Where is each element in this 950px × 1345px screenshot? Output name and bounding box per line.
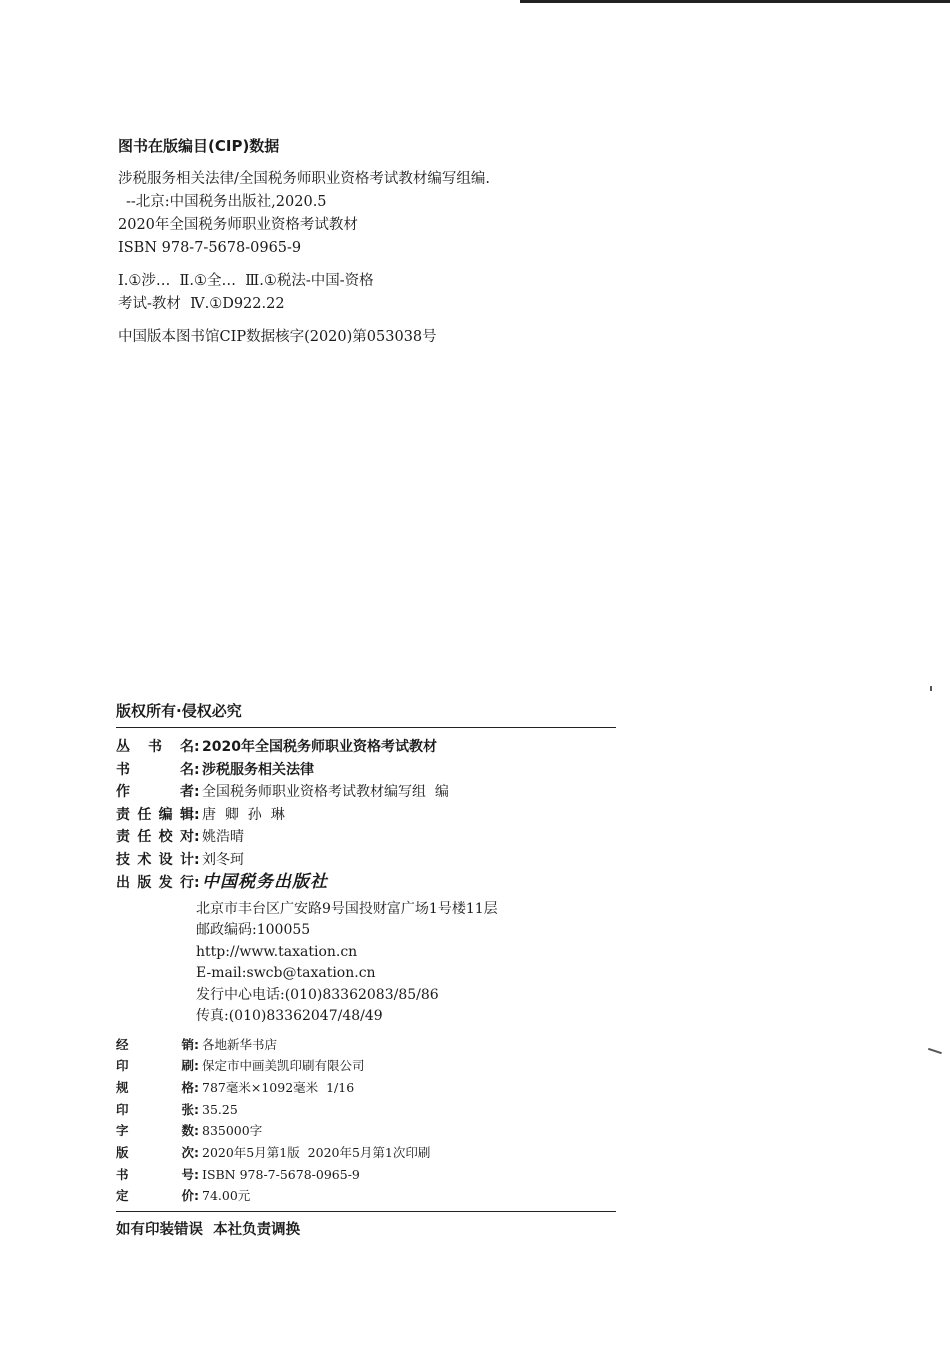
postal-code: 邮政编码:100055 <box>196 922 311 938</box>
bottom-note: 如有印装错误 本社负责调换 <box>116 1222 301 1239</box>
info-value: 刘冬珂 <box>202 851 244 868</box>
info-row <box>116 781 616 804</box>
info-row <box>116 1120 616 1142</box>
label-colon: : <box>194 739 200 755</box>
info-row <box>116 1142 616 1164</box>
info-row <box>116 849 616 872</box>
address-line: 北京市丰台区广安路9号国投财富广场1号楼11层 <box>196 900 498 917</box>
info-value: 835000字 <box>202 1123 263 1139</box>
info-label: 字 数 <box>116 1123 194 1139</box>
info-value: 787毫米×1092毫米 1/16 <box>202 1079 355 1095</box>
label-colon: : <box>194 1101 199 1117</box>
email: E-mail:swcb@taxation.cn <box>196 965 376 981</box>
info-value: 74.00元 <box>202 1188 251 1204</box>
info-row <box>116 804 616 827</box>
publisher-address <box>116 899 616 1028</box>
info-value: 中国税务出版社 <box>202 872 328 892</box>
scan-speck <box>928 1048 942 1054</box>
info-row <box>116 759 616 782</box>
info-value: 2020年全国税务师职业资格考试教材 <box>202 739 437 755</box>
info-row <box>116 1034 616 1056</box>
label-colon: : <box>194 851 200 868</box>
label-colon: : <box>194 761 200 778</box>
info-row <box>116 1185 616 1207</box>
cip-line: ISBN 978-7-5678-0965-9 <box>118 240 302 256</box>
info-value: 姚浩晴 <box>202 829 244 845</box>
info-value: 2020年5月第1版 2020年5月第1次印刷 <box>202 1145 431 1161</box>
cip-classification: Ⅰ.①涉… Ⅱ.①全… Ⅲ.①税法-中国-资格 <box>118 273 374 289</box>
label-colon: : <box>194 829 200 845</box>
label-colon: : <box>194 1079 199 1095</box>
info-value: ISBN 978-7-5678-0965-9 <box>202 1166 360 1182</box>
scan-edge-line <box>520 0 950 3</box>
info-value: 涉税服务相关法律 <box>202 761 314 778</box>
info-label: 书 名 <box>116 761 194 778</box>
label-colon: : <box>194 806 200 823</box>
label-colon: : <box>194 1123 199 1139</box>
phone: 发行中心电话:(010)83362083/85/86 <box>196 986 439 1003</box>
label-colon: : <box>194 1166 199 1182</box>
info-label: 出 版 发 行 <box>116 875 194 891</box>
info-value: 各地新华书店 <box>202 1036 278 1052</box>
website: http://www.taxation.cn <box>196 943 358 960</box>
info-label: 责 任 校 对 <box>116 829 194 845</box>
cip-line: 2020年全国税务师职业资格考试教材 <box>118 217 358 233</box>
info-value: 全国税务师职业资格考试教材编写组 编 <box>202 784 449 800</box>
info-label: 版 次 <box>116 1145 194 1161</box>
cip-line: --北京:中国税务出版社,2020.5 <box>126 194 327 210</box>
cip-title: 图书在版编目(CIP)数据 <box>118 137 280 155</box>
info-row <box>116 736 616 759</box>
info-label: 规 格 <box>116 1079 194 1095</box>
copyright-title: 版权所有·侵权必究 <box>116 700 616 728</box>
cip-line: 涉税服务相关法律/全国税务师职业资格考试教材编写组编. <box>118 171 490 187</box>
info-label: 经 销 <box>116 1036 194 1052</box>
fax: 传真:(010)83362047/48/49 <box>196 1008 383 1024</box>
info-label: 定 价 <box>116 1188 194 1204</box>
scan-speck <box>930 686 932 691</box>
info-label: 责 任 编 辑 <box>116 806 194 823</box>
info-value: 唐 卿 孙 琳 <box>202 806 285 823</box>
label-colon: : <box>194 875 200 891</box>
cip-data-block <box>118 135 638 349</box>
info-label: 技 术 设 计 <box>116 851 194 868</box>
info-label: 作 者 <box>116 784 194 800</box>
cip-classification: 考试-教材 Ⅳ.①D922.22 <box>118 296 285 312</box>
info-row <box>116 1077 616 1099</box>
info-label: 印 刷 <box>116 1058 194 1074</box>
info-row <box>116 1055 616 1077</box>
info-row <box>116 826 616 849</box>
info-label: 印 张 <box>116 1101 194 1117</box>
info-value: 35.25 <box>202 1101 238 1117</box>
info-row <box>116 871 616 895</box>
label-colon: : <box>194 784 200 800</box>
info-value: 保定市中画美凯印刷有限公司 <box>202 1058 365 1074</box>
label-colon: : <box>194 1188 199 1204</box>
info-row <box>116 1099 616 1121</box>
info-label: 书 号 <box>116 1166 194 1182</box>
info-label: 丛 书 名 <box>116 739 194 755</box>
cip-record-number: 中国版本图书馆CIP数据核字(2020)第053038号 <box>118 329 437 345</box>
label-colon: : <box>194 1058 199 1074</box>
label-colon: : <box>194 1145 199 1161</box>
info-row <box>116 1164 616 1186</box>
copyright-block <box>116 700 616 1239</box>
label-colon: : <box>194 1036 199 1052</box>
